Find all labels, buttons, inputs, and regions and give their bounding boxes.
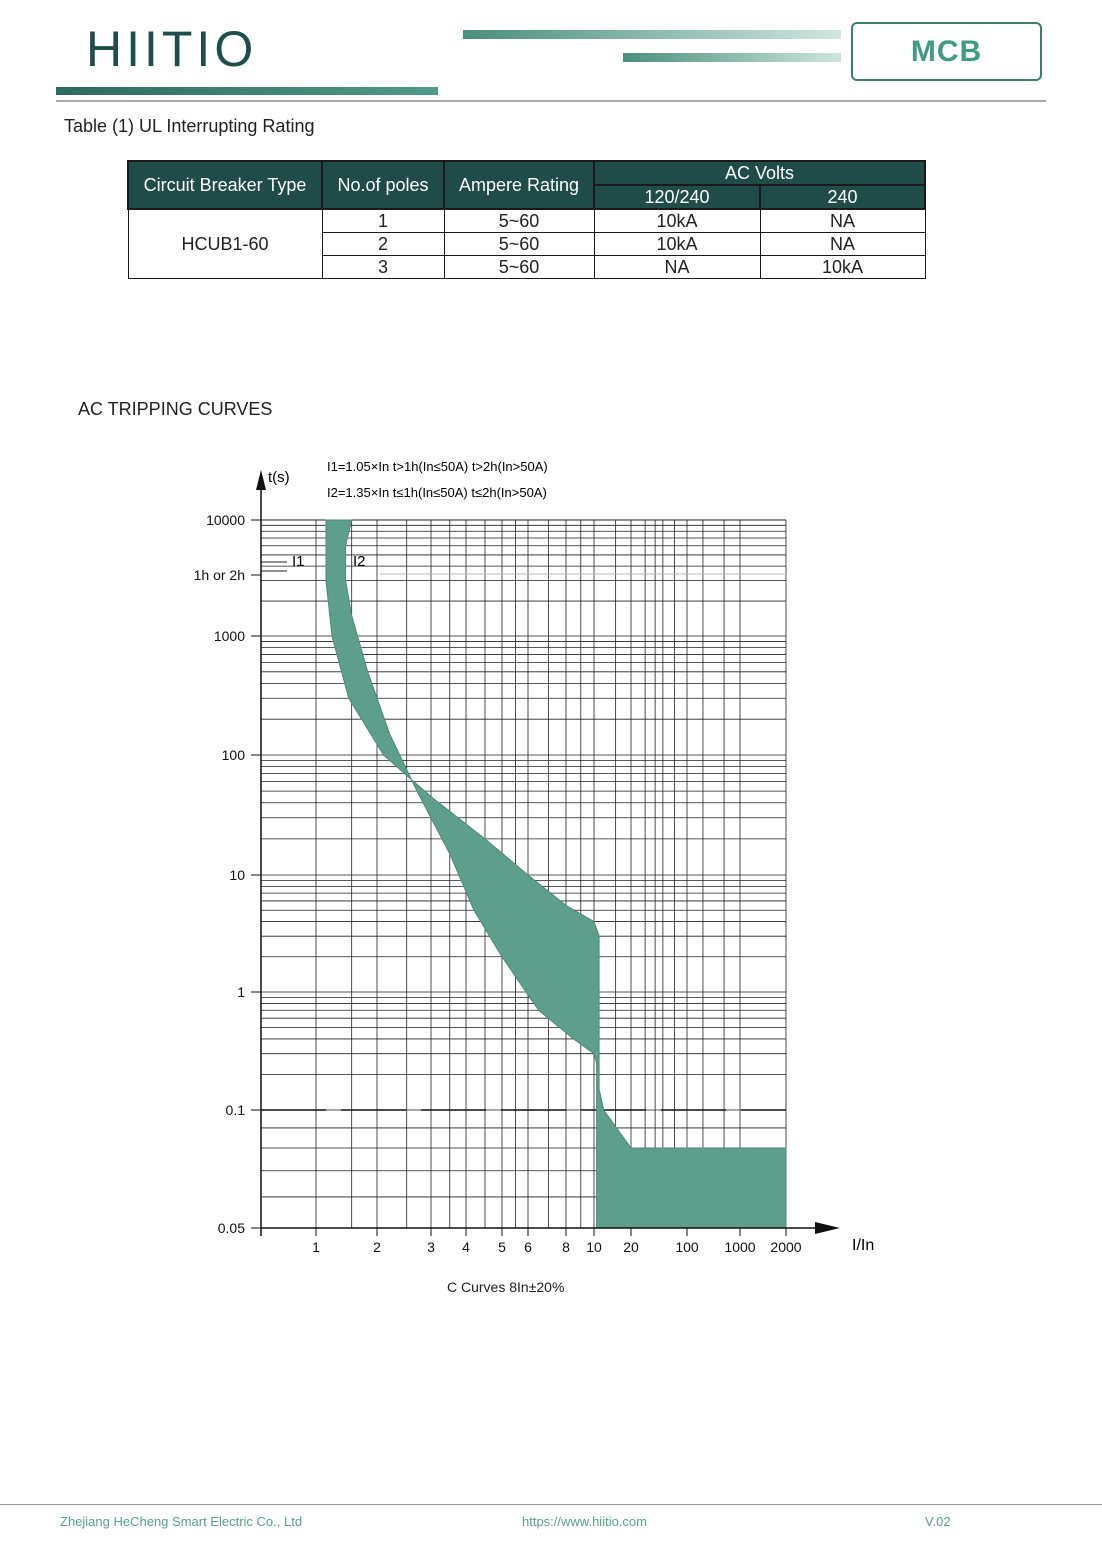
- tripping-curve-chart: [0, 440, 1102, 1320]
- v1-cell: 10kA: [594, 209, 760, 233]
- footer-version: V.02: [925, 1514, 951, 1529]
- v1-cell: 10kA: [594, 233, 760, 256]
- y-tick-label: 0.1: [225, 1102, 245, 1118]
- header-poles: No.of poles: [322, 161, 444, 209]
- y-tick-label: 10: [229, 867, 245, 883]
- tripping-band: [326, 520, 786, 1228]
- curve-note-2: I2=1.35×In t≤1h(In≤50A) t≤2h(In>50A): [327, 485, 547, 500]
- footer-divider: [0, 1504, 1102, 1505]
- y-tick-label: 1: [237, 984, 245, 1000]
- x-tick-label: 8: [562, 1239, 570, 1255]
- curve-note-1: I1=1.05×In t>1h(In≤50A) t>2h(In>50A): [327, 459, 548, 474]
- y-tick-label: 1000: [213, 628, 245, 644]
- x-tick-label: 2000: [770, 1239, 802, 1255]
- x-tick-label: 10: [586, 1239, 602, 1255]
- header-cb-type: Circuit Breaker Type: [128, 161, 322, 209]
- series-label-i1: I1: [292, 553, 305, 570]
- y-tick-label: 1h or 2h: [193, 567, 245, 583]
- footer-company: Zhejiang HeCheng Smart Electric Co., Ltd: [60, 1514, 303, 1529]
- header-divider: [56, 100, 1046, 102]
- v2-cell: NA: [760, 233, 925, 256]
- amps-cell: 5~60: [444, 233, 594, 256]
- series-label-i2: I2: [353, 553, 366, 570]
- header-240: 240: [760, 185, 925, 209]
- x-tick-label: 2: [373, 1239, 381, 1255]
- x-tick-label: 100: [675, 1239, 699, 1255]
- header-ampere: Ampere Rating: [444, 161, 594, 209]
- interrupting-rating-table: [127, 160, 926, 279]
- table-row: [128, 209, 925, 233]
- x-axis-label: I/In: [852, 1237, 875, 1254]
- header-ac-volts: AC Volts: [594, 161, 925, 185]
- chart-ticks: [194, 470, 840, 1255]
- product-badge: MCB: [851, 22, 1042, 81]
- y-tick-label: 0.05: [217, 1220, 245, 1236]
- poles-cell: 1: [322, 209, 444, 233]
- footer-url[interactable]: https://www.hiitio.com: [522, 1514, 647, 1529]
- y-tick-label: 100: [221, 747, 245, 763]
- v1-cell: NA: [594, 256, 760, 279]
- x-tick-label: 1000: [724, 1239, 756, 1255]
- y-axis-arrow: [256, 470, 266, 490]
- brand-logo: HIITIO: [86, 21, 258, 77]
- x-tick-label: 6: [524, 1239, 532, 1255]
- amps-cell: 5~60: [444, 209, 594, 233]
- x-tick-label: 5: [498, 1239, 506, 1255]
- x-tick-label: 3: [427, 1239, 435, 1255]
- poles-cell: 2: [322, 233, 444, 256]
- x-tick-label: 4: [462, 1239, 470, 1255]
- header-gradient-bar-bottom: [623, 53, 841, 62]
- curves-heading: AC TRIPPING CURVES: [78, 399, 273, 419]
- curves-caption: C Curves 8In±20%: [447, 1279, 565, 1295]
- amps-cell: 5~60: [444, 256, 594, 279]
- logo-underline-bar: [56, 87, 438, 95]
- poles-cell: 3: [322, 256, 444, 279]
- y-axis-label: t(s): [268, 469, 290, 486]
- header-120-240: 120/240: [594, 185, 760, 209]
- x-tick-label: 20: [623, 1239, 639, 1255]
- v2-cell: NA: [760, 209, 925, 233]
- x-axis-arrow: [815, 1222, 840, 1234]
- v2-cell: 10kA: [760, 256, 925, 279]
- x-tick-label: 1: [312, 1239, 320, 1255]
- table-caption: Table (1) UL Interrupting Rating: [64, 116, 315, 136]
- header-gradient-bar-top: [463, 30, 841, 39]
- y-tick-label: 10000: [206, 512, 245, 528]
- model-cell: HCUB1-60: [128, 209, 322, 279]
